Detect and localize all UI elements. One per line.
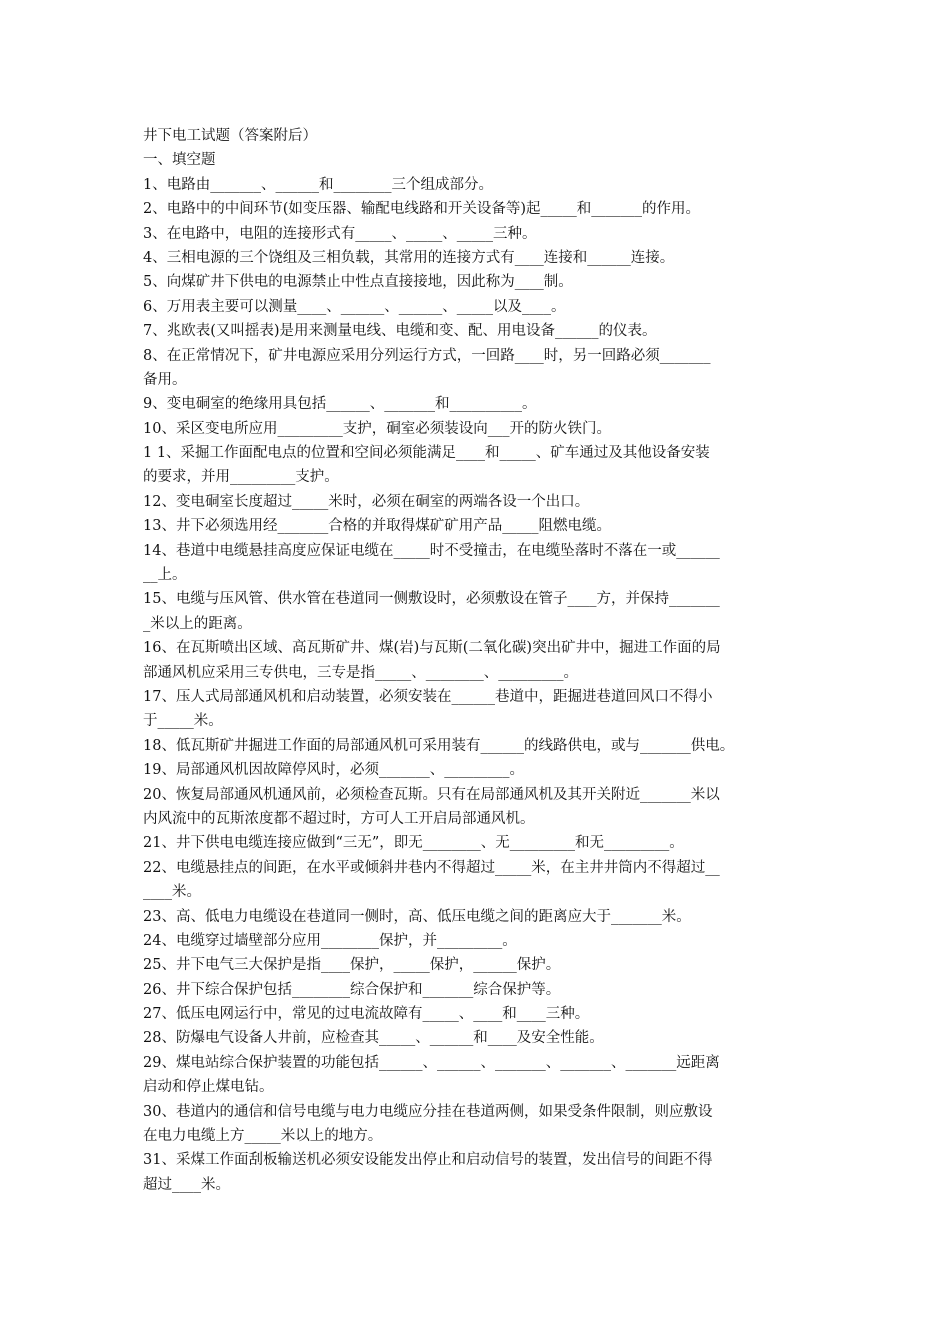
text-line: 13、井下必须选用经_______合格的并取得煤矿矿用产品_____阻燃电缆。 xyxy=(143,518,611,535)
text-line: 14、巷道中电缆悬挂高度应保证电缆在_____时不受撞击，在电缆坠落时不落在一或______ xyxy=(143,542,720,559)
text-line: 16、在瓦斯喷出区域、高瓦斯矿井、煤(岩)与瓦斯(二氧化碳)突出矿井中，掘进工作面的局 xyxy=(143,640,721,657)
text-line: 9、变电硐室的绝缘用具包括______、_______和__________。 xyxy=(143,396,537,413)
text-line: 7、兆欧表(又叫摇表)是用来测量电线、电缆和变、配、用电设备______的仪表。 xyxy=(143,323,657,340)
text-line: ____米。 xyxy=(143,884,201,901)
document-title: 井下电工试题（答案附后） xyxy=(143,128,317,144)
text-line: 28、防爆电气设备人井前，应检查其_____、______和____及安全性能。 xyxy=(143,1030,604,1047)
text-line: 5、向煤矿井下供电的电源禁止中性点直接接地，因此称为____制。 xyxy=(143,274,573,291)
text-line: 6、万用表主要可以测量____、______、______、_____以及____。 xyxy=(143,298,566,315)
text-line: 4、三相电源的三个饶组及三相负载，其常用的连接方式有____连接和______连接。 xyxy=(143,249,675,266)
text-line: 21、井下供电电缆连接应做到“三无”，即无________、无_________和无_________。 xyxy=(143,835,684,852)
text-line: 1 1、采掘工作面配电点的位置和空间必须能满足____和_____、矿车通过及其他设备安装 xyxy=(143,445,710,462)
text-line: 10、采区变电所应用_________支护，硐室必须装设向___开的防火铁门。 xyxy=(143,420,611,437)
section-heading: 一、填空题 xyxy=(143,152,216,169)
text-line: 19、局部通风机因故障停风时，必须_______、_________。 xyxy=(143,762,524,779)
text-line: 3、在电路中，电阻的连接形式有_____、_____、_____三种。 xyxy=(143,225,537,242)
text-line: 18、低瓦斯矿井掘进工作面的局部通风机可采用装有______的线路供电，或与_______供电。 xyxy=(143,737,735,754)
text-line: 备用。 xyxy=(143,371,187,388)
document-page xyxy=(143,124,815,1197)
text-line: 22、电缆悬挂点的间距，在水平或倾斜井巷内不得超过_____米，在主井井筒内不得超过__ xyxy=(143,859,720,876)
text-line: 在电力电缆上方_____米以上的地方。 xyxy=(143,1128,383,1145)
text-line: 的要求，并用_________支护。 xyxy=(143,469,339,486)
text-line: 24、电缆穿过墙壁部分应用________保护，并_________。 xyxy=(143,932,517,949)
text-line: 2、电路中的中间环节(如变压器、输配电线路和开关设备等)起_____和_______的作用。 xyxy=(143,201,701,218)
text-line: 26、井下综合保护包括________综合保护和_______综合保护等。 xyxy=(143,981,561,998)
text-line: 于_____米。 xyxy=(143,713,223,730)
text-line: 1、电路由_______、______和________三个组成部分。 xyxy=(143,176,493,193)
text-line: 27、低压电网运行中，常见的过电流故障有_____、____和____三种。 xyxy=(143,1006,590,1023)
text-line: 17、压人式局部通风机和启动装置，必须安装在______巷道中，距掘进巷道回风口不得小 xyxy=(143,688,713,705)
text-line: 超过____米。 xyxy=(143,1176,230,1193)
text-line: 23、高、低电力电缆设在巷道同一侧时，高、低压电缆之间的距离应大于_______米。 xyxy=(143,908,691,925)
text-line: 29、煤电站综合保护装置的功能包括______、______、_______、_______、_______远距离 xyxy=(143,1054,720,1071)
text-line: 8、在正常情况下，矿井电源应采用分列运行方式，一回路____时，另一回路必须_______ xyxy=(143,347,711,364)
text-line: 内风流中的瓦斯浓度都不超过时，方可人工开启局部通风机。 xyxy=(143,810,535,827)
text-line: 20、恢复局部通风机通风前，必须检查瓦斯。只有在局部通风机及其开关附近_______米以 xyxy=(143,786,720,803)
text-line: 12、变电硐室长度超过_____米时，必须在硐室的两端各设一个出口。 xyxy=(143,493,590,510)
text-line: 31、采煤工作面刮板输送机必须安设能发出停止和启动信号的装置，发出信号的间距不得 xyxy=(143,1152,713,1169)
text-line: 25、井下电气三大保护是指____保护，_____保护，______保护。 xyxy=(143,957,561,974)
text-line: 启动和停止煤电钻。 xyxy=(143,1079,274,1096)
text-line: 部通风机应采用三专供电，三专是指_____、________、_________。 xyxy=(143,664,578,681)
text-line: 15、电缆与压风管、供水管在巷道同一侧敷设时，必须敷设在管子____方，并保持_______ xyxy=(143,591,720,608)
text-line: 30、巷道内的通信和信号电缆与电力电缆应分挂在巷道两侧，如果受条件限制，则应敷设 xyxy=(143,1103,713,1120)
text-line: __上。 xyxy=(143,567,187,584)
question-list xyxy=(143,173,815,1197)
text-line: _米以上的距离。 xyxy=(143,615,252,632)
